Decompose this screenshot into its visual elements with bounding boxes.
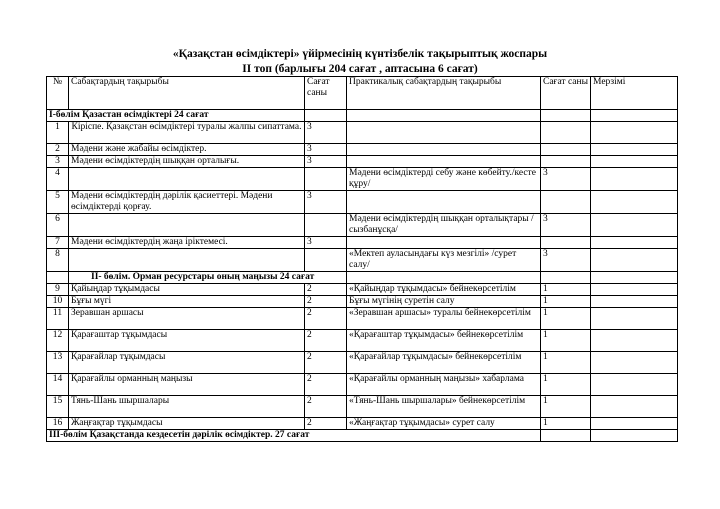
table-row xyxy=(47,284,678,296)
row-hours: 2 xyxy=(305,330,347,352)
row-practical-hours: 1 xyxy=(541,284,591,296)
row-practical-hours: 1 xyxy=(541,352,591,374)
row-topic: Бұғы мүгі xyxy=(69,296,305,308)
row-hours: 3 xyxy=(305,122,347,144)
plan-table xyxy=(46,76,678,442)
header-number: № xyxy=(47,77,69,110)
row-date xyxy=(591,214,678,237)
row-date xyxy=(591,122,678,144)
row-date xyxy=(591,396,678,418)
table-row xyxy=(47,237,678,249)
table-row xyxy=(47,168,678,191)
table-row xyxy=(47,214,678,237)
row-hours: 3 xyxy=(305,144,347,156)
header-topic: Сабақтардың тақырыбы xyxy=(69,77,305,110)
row-date xyxy=(591,374,678,396)
row-date xyxy=(591,156,678,168)
table-row xyxy=(47,396,678,418)
row-date xyxy=(591,308,678,330)
row-hours: 2 xyxy=(305,418,347,430)
header-practical: Практикалық сабақтардың тақырыбы xyxy=(347,77,541,110)
row-topic xyxy=(69,214,305,237)
row-practical: «Жаңғақтар тұқымдасы» сурет салу xyxy=(347,418,541,430)
row-practical-hours xyxy=(541,191,591,214)
row-topic: Қарағайлар тұқымдасы xyxy=(69,352,305,374)
row-date xyxy=(591,284,678,296)
table-row xyxy=(47,144,678,156)
section-row xyxy=(47,110,678,122)
row-hours: 2 xyxy=(305,296,347,308)
row-practical: «Мектеп ауласындағы күз мезгілі» /сурет салу/ xyxy=(347,249,541,272)
row-topic: Мәдени өсімдіктердің шыққан орталығы. xyxy=(69,156,305,168)
row-number: 10 xyxy=(47,296,69,308)
row-number: 12 xyxy=(47,330,69,352)
row-topic xyxy=(69,168,305,191)
row-practical: Мәдени өсімдіктерді себу және көбейту./кесте құру/ xyxy=(347,168,541,191)
document-subtitle: ІІ топ (барлығы 204 сағат , аптасына 6 сағат) xyxy=(242,63,478,75)
row-date xyxy=(591,168,678,191)
table-row xyxy=(47,249,678,272)
row-topic: Мәдени және жабайы өсімдіктер. xyxy=(69,144,305,156)
row-number: 2 xyxy=(47,144,69,156)
row-practical-hours: 1 xyxy=(541,330,591,352)
row-date xyxy=(591,418,678,430)
row-practical: Мәдени өсімдіктердің шыққан орталықтары /сызбанұсқа/ xyxy=(347,214,541,237)
row-practical-hours: 3 xyxy=(541,249,591,272)
section-title: ІІІ-бөлім Қазақстанда кездесетін дәрілік өсімдіктер. 27 сағат xyxy=(47,430,541,442)
row-practical xyxy=(347,144,541,156)
row-topic: Тянь-Шань шыршалары xyxy=(69,396,305,418)
header-date: Мерзімі xyxy=(591,77,678,110)
row-topic: Мәдени өсімдіктердің жаңа іріктемесі. xyxy=(69,237,305,249)
row-hours: 2 xyxy=(305,352,347,374)
header-hours: Сағат саны xyxy=(305,77,347,110)
row-number: 11 xyxy=(47,308,69,330)
row-hours: 3 xyxy=(305,237,347,249)
row-topic: Кіріспе. Қазақстан өсімдіктері туралы жалпы сипаттама. xyxy=(69,122,305,144)
row-hours: 2 xyxy=(305,308,347,330)
row-number: 14 xyxy=(47,374,69,396)
row-topic: Қарағайлы орманның маңызы xyxy=(69,374,305,396)
row-hours: 2 xyxy=(305,396,347,418)
table-row xyxy=(47,374,678,396)
section-title: І-бөлім Қазастан өсімдіктері 24 сағат xyxy=(47,110,305,122)
row-number: 4 xyxy=(47,168,69,191)
row-practical-hours: 1 xyxy=(541,308,591,330)
row-practical-hours: 3 xyxy=(541,214,591,237)
row-practical xyxy=(347,237,541,249)
row-hours: 2 xyxy=(305,284,347,296)
section-row xyxy=(47,272,678,284)
row-hours xyxy=(305,214,347,237)
row-practical-hours: 3 xyxy=(541,168,591,191)
row-date xyxy=(591,144,678,156)
row-practical xyxy=(347,191,541,214)
table-header-row xyxy=(47,77,678,110)
row-practical: «Қайыңдар тұқымдасы» бейнекөрсетілім xyxy=(347,284,541,296)
table-row xyxy=(47,296,678,308)
row-topic: Қайыңдар тұқымдасы xyxy=(69,284,305,296)
row-topic: Мәдени өсімдіктердің дәрілік қасиеттері. Мәдени өсімдіктерді қорғау. xyxy=(69,191,305,214)
row-practical-hours: 1 xyxy=(541,396,591,418)
row-number: 8 xyxy=(47,249,69,272)
row-practical: «Қарағайлар тұқымдасы» бейнекөрсетілім xyxy=(347,352,541,374)
row-hours xyxy=(305,249,347,272)
row-date xyxy=(591,296,678,308)
document-title: «Қазақстан өсімдіктері» үйірмесінің күнтізбелік тақырыптық жоспары xyxy=(172,48,548,60)
table-row xyxy=(47,330,678,352)
table-row xyxy=(47,308,678,330)
row-practical-hours xyxy=(541,122,591,144)
row-hours xyxy=(305,168,347,191)
row-date xyxy=(591,237,678,249)
table-row xyxy=(47,418,678,430)
row-practical-hours xyxy=(541,237,591,249)
table-row xyxy=(47,156,678,168)
row-practical-hours: 1 xyxy=(541,296,591,308)
row-number: 3 xyxy=(47,156,69,168)
section-title: ІІ- бөлім. Орман ресурстары оның маңызы 24 сағат xyxy=(69,272,347,284)
row-practical xyxy=(347,156,541,168)
section-row xyxy=(47,430,678,442)
row-practical-hours xyxy=(541,144,591,156)
row-number: 16 xyxy=(47,418,69,430)
row-hours: 3 xyxy=(305,156,347,168)
row-date xyxy=(591,330,678,352)
table-row xyxy=(47,122,678,144)
header-practical-hours: Сағат саны xyxy=(541,77,591,110)
row-date xyxy=(591,352,678,374)
row-date xyxy=(591,191,678,214)
row-number: 7 xyxy=(47,237,69,249)
row-topic: Зеравшан аршасы xyxy=(69,308,305,330)
row-number: 9 xyxy=(47,284,69,296)
row-practical: «Зеравшан аршасы» туралы бейнекөрсетілім xyxy=(347,308,541,330)
row-hours: 2 xyxy=(305,374,347,396)
row-hours: 3 xyxy=(305,191,347,214)
row-practical-hours: 1 xyxy=(541,374,591,396)
row-practical: Бұғы мүгінің суретін салу xyxy=(347,296,541,308)
row-number: 1 xyxy=(47,122,69,144)
row-number: 15 xyxy=(47,396,69,418)
row-practical: «Тянь-Шань шыршалары» бейнекөрсетілім xyxy=(347,396,541,418)
row-topic: Жаңғақтар тұқымдасы xyxy=(69,418,305,430)
row-practical xyxy=(347,122,541,144)
row-topic xyxy=(69,249,305,272)
row-topic: Қарағаштар тұқымдасы xyxy=(69,330,305,352)
row-date xyxy=(591,249,678,272)
row-practical-hours xyxy=(541,156,591,168)
row-practical: «Қарағайлы орманның маңызы» хабарлама xyxy=(347,374,541,396)
row-practical-hours: 1 xyxy=(541,418,591,430)
row-number: 6 xyxy=(47,214,69,237)
table-row xyxy=(47,191,678,214)
row-number: 5 xyxy=(47,191,69,214)
row-number: 13 xyxy=(47,352,69,374)
table-row xyxy=(47,352,678,374)
row-practical: «Қарағаштар тұқымдасы» бейнекөрсетілім xyxy=(347,330,541,352)
